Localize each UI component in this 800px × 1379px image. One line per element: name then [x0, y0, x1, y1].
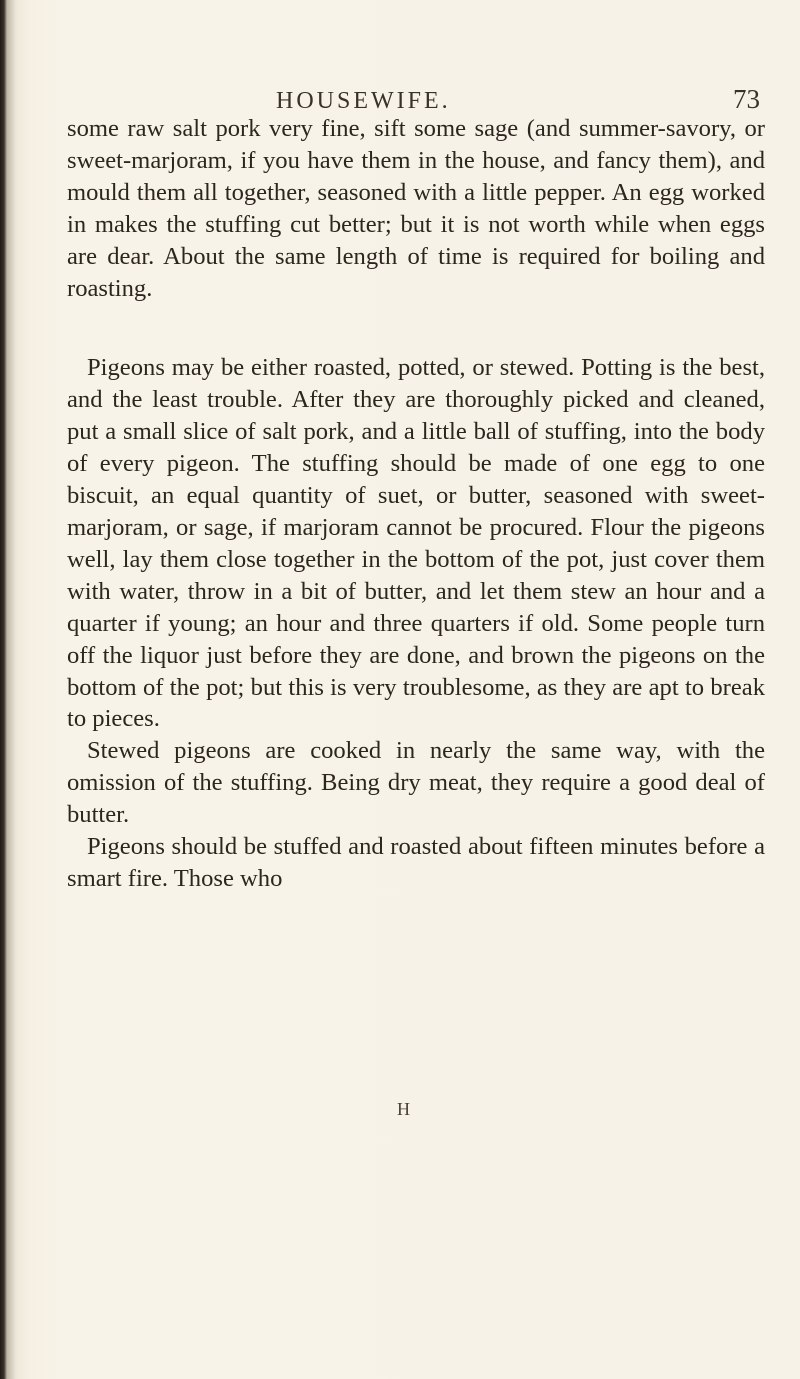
- paragraph-pigeons-stewed: Stewed pigeons are cooked in nearly the same way, with the omission of the stuffing. Being dry meat, they require a good deal of butter.: [67, 737, 765, 829]
- paragraph-pigeons-roasted: Pigeons should be stuffed and roasted about fifteen minutes before a smart fire. Those who: [67, 833, 765, 892]
- signature-mark: H: [397, 1099, 411, 1119]
- paragraph-pigeons-potted: Pigeons may be either roasted, potted, or stewed. Potting is the best, and the least trouble. After they are thoroughly picked and cleaned, put a small slice of salt pork, and a little ball of stuffing, into the body of every pigeon. The stuffing should be made of one egg to one biscuit, an equal quantity of suet, or butter, seasoned with sweet-marjoram, or sage, if marjoram cannot be procured. Flour the pigeons well, lay them close together in the bottom of the pot, just cover them with water, throw in a bit of butter, and let them stew an hour and a quarter if young; an hour and three quarters if old. Some people turn off the liquor just before they are done, and brown the pigeons on the bottom of the pot; but this is very troublesome, as they are apt to break to pieces.: [67, 354, 765, 733]
- body-text: [67, 113, 765, 895]
- running-head: HOUSEWIFE.: [276, 88, 451, 114]
- page-gutter-shadow: [0, 0, 18, 1379]
- page-number: 73: [733, 84, 760, 114]
- paragraph-stuffing-continued: some raw salt pork very fine, sift some sage (and summer-savory, or sweet-marjoram, if you have them in the house, and fancy them), and mould them all together, seasoned with a little pepper. An egg worked in makes the stuffing cut better; but it is not worth while when eggs are dear. About the same length of time is required for boiling and roasting.: [67, 115, 765, 302]
